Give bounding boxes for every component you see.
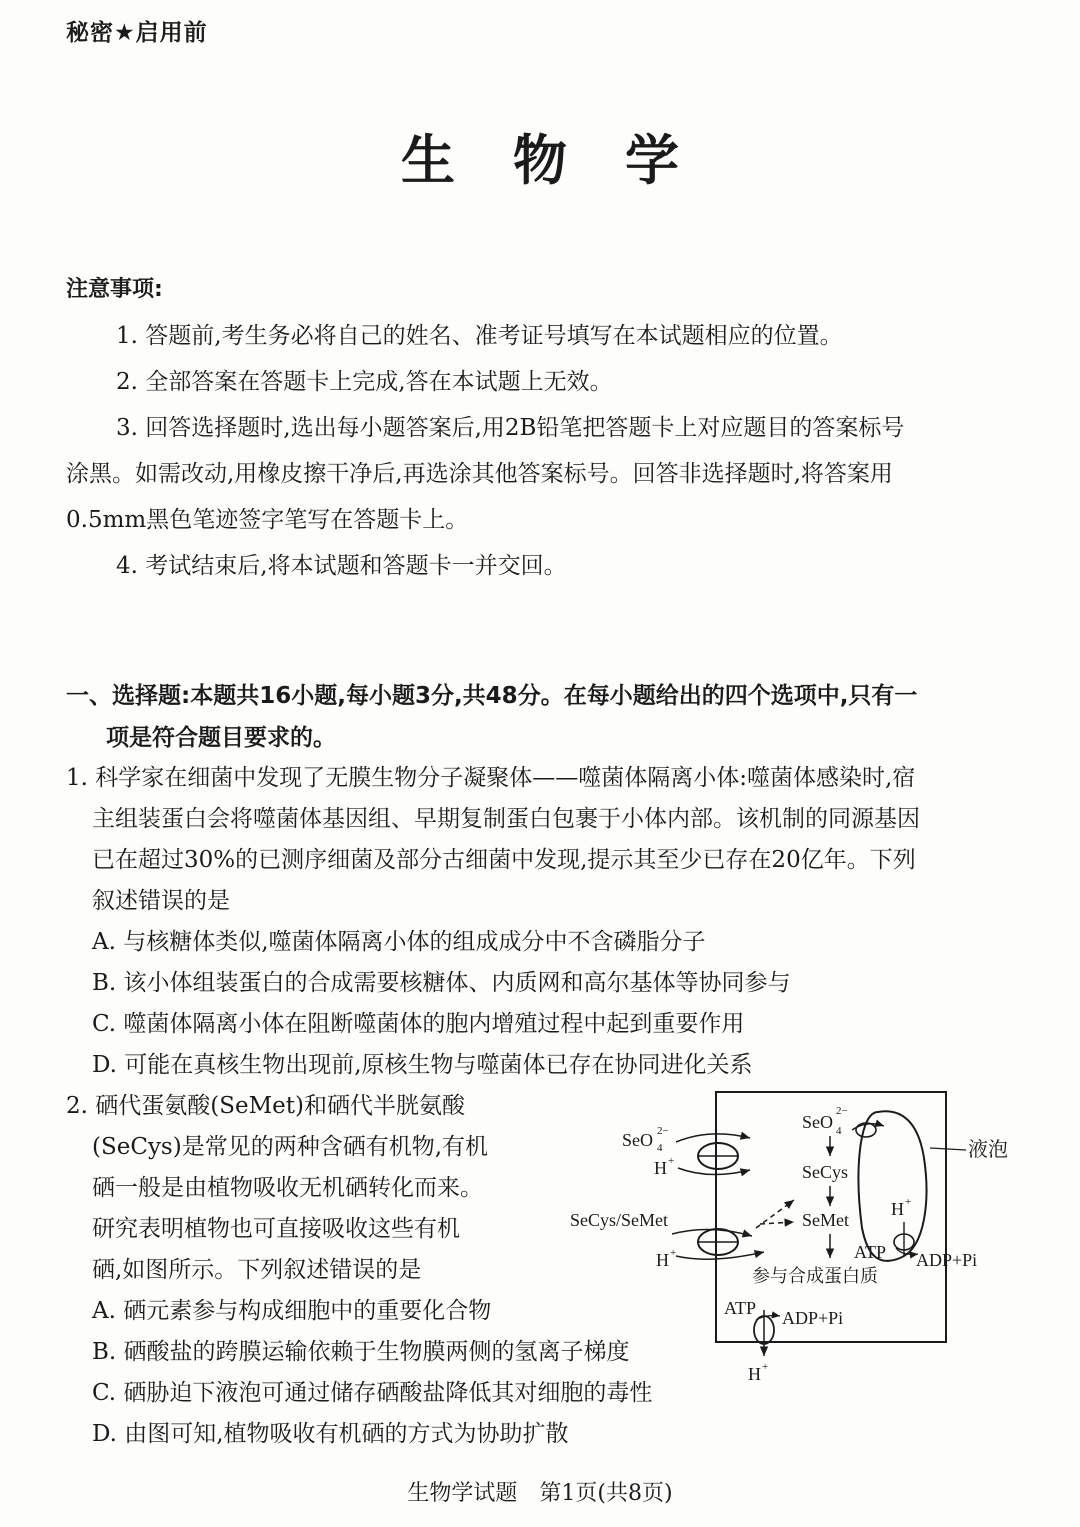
svg-text:SeCys/SeMet: SeCys/SeMet xyxy=(570,1210,669,1230)
notice-heading: 注意事项: xyxy=(66,277,163,302)
svg-text:SeO: SeO xyxy=(802,1112,833,1132)
q2-option-a: A. 硒元素参与构成细胞中的重要化合物 xyxy=(92,1298,492,1324)
svg-text:ATP: ATP xyxy=(724,1298,757,1318)
notice-item-3-cont: 涂黑。如需改动,用橡皮擦干净后,再选涂其他答案标号。回答非选择题时,将答案用 xyxy=(66,461,893,487)
confidential-label: 秘密★启用前 xyxy=(66,20,208,46)
vacuole xyxy=(852,1111,1008,1270)
q1-option-b: B. 该小体组装蛋白的合成需要核糖体、内质网和高尔基体等协同参与 xyxy=(92,970,791,996)
selenium-uptake-diagram xyxy=(560,1088,1030,1400)
notice-item-3-cont2: 0.5mm黑色笔迹签字笔写在答题卡上。 xyxy=(66,507,469,533)
section-heading-cont: 项是符合题目要求的。 xyxy=(106,725,336,751)
q2-stem-line: (SeCys)是常见的两种含硒有机物,有机 xyxy=(92,1134,489,1160)
organic-selenium-transporter xyxy=(570,1200,794,1270)
q2-option-c: C. 硒胁迫下液泡可通过储存硒酸盐降低其对细胞的毒性 xyxy=(92,1380,653,1406)
svg-text:2−: 2− xyxy=(836,1105,848,1117)
svg-text:4: 4 xyxy=(836,1125,842,1137)
svg-text:H: H xyxy=(891,1199,904,1219)
page-footer: 生物学试题 第1页(共8页) xyxy=(407,1481,673,1506)
svg-text:SeMet: SeMet xyxy=(802,1210,849,1230)
svg-text:ATP: ATP xyxy=(854,1242,887,1262)
svg-text:参与合成蛋白质: 参与合成蛋白质 xyxy=(752,1266,878,1286)
q2-option-b: B. 硒酸盐的跨膜运输依赖于生物膜两侧的氢离子梯度 xyxy=(92,1339,630,1365)
svg-text:H: H xyxy=(656,1250,669,1270)
svg-text:+: + xyxy=(905,1196,912,1208)
notice-item-4: 4. 考试结束后,将本试题和答题卡一并交回。 xyxy=(116,553,567,579)
q1-option-c: C. 噬菌体隔离小体在阻断噬菌体的胞内增殖过程中起到重要作用 xyxy=(92,1011,745,1037)
section-heading: 一、选择题:本题共16小题,每小题3分,共48分。在每小题给出的四个选项中,只有一 xyxy=(66,683,918,709)
q2-stem-line: 硒,如图所示。下列叙述错误的是 xyxy=(92,1257,422,1283)
svg-text:H: H xyxy=(748,1364,761,1384)
q2-stem-line: 研究表明植物也可直接吸收这些有机 xyxy=(92,1216,460,1242)
svg-text:ADP+Pi: ADP+Pi xyxy=(782,1308,844,1328)
notice-item-1: 1. 答题前,考生务必将自己的姓名、准考证号填写在本试题相应的位置。 xyxy=(116,323,843,349)
q2-stem-line: 2. 硒代蛋氨酸(SeMet)和硒代半胱氨酸 xyxy=(66,1093,465,1119)
q1-stem-line: 叙述错误的是 xyxy=(92,888,230,914)
svg-text:SeCys: SeCys xyxy=(802,1162,849,1182)
svg-text:4: 4 xyxy=(657,1142,663,1154)
q1-option-d: D. 可能在真核生物出现前,原核生物与噬菌体已存在协同进化关系 xyxy=(92,1052,753,1078)
svg-text:SeO: SeO xyxy=(622,1130,653,1150)
selenate-transporter xyxy=(622,1125,750,1178)
q1-stem-line: 已在超过30%的已测序细菌及部分古细菌中发现,提示其至少已存在20亿年。下列 xyxy=(92,847,916,873)
notice-item-2: 2. 全部答案在答题卡上完成,答在本试题上无效。 xyxy=(116,369,613,395)
svg-text:2−: 2− xyxy=(657,1125,669,1137)
page-title: 生物学 xyxy=(401,128,737,192)
q1-option-a: A. 与核糖体类似,噬菌体隔离小体的组成成分中不含磷脂分子 xyxy=(92,929,706,955)
svg-text:+: + xyxy=(668,1155,675,1167)
q1-stem-line: 主组装蛋白会将噬菌体基因组、早期复制蛋白包裹于小体内部。该机制的同源基因 xyxy=(92,806,920,832)
svg-text:液泡: 液泡 xyxy=(968,1139,1008,1161)
q2-stem-line: 硒一般是由植物吸收无机硒转化而来。 xyxy=(92,1175,483,1201)
q2-option-d: D. 由图可知,植物吸收有机硒的方式为协助扩散 xyxy=(92,1421,569,1447)
svg-text:+: + xyxy=(762,1361,769,1373)
svg-text:+: + xyxy=(670,1247,677,1259)
svg-text:ADP+Pi: ADP+Pi xyxy=(916,1250,978,1270)
svg-text:H: H xyxy=(654,1158,667,1178)
q1-stem-line: 1. 科学家在细菌中发现了无膜生物分子凝聚体——噬菌体隔离小体:噬菌体感染时,宿 xyxy=(66,765,916,791)
notice-item-3: 3. 回答选择题时,选出每小题答案后,用2B铅笔把答题卡上对应题目的答案标号 xyxy=(116,415,905,441)
